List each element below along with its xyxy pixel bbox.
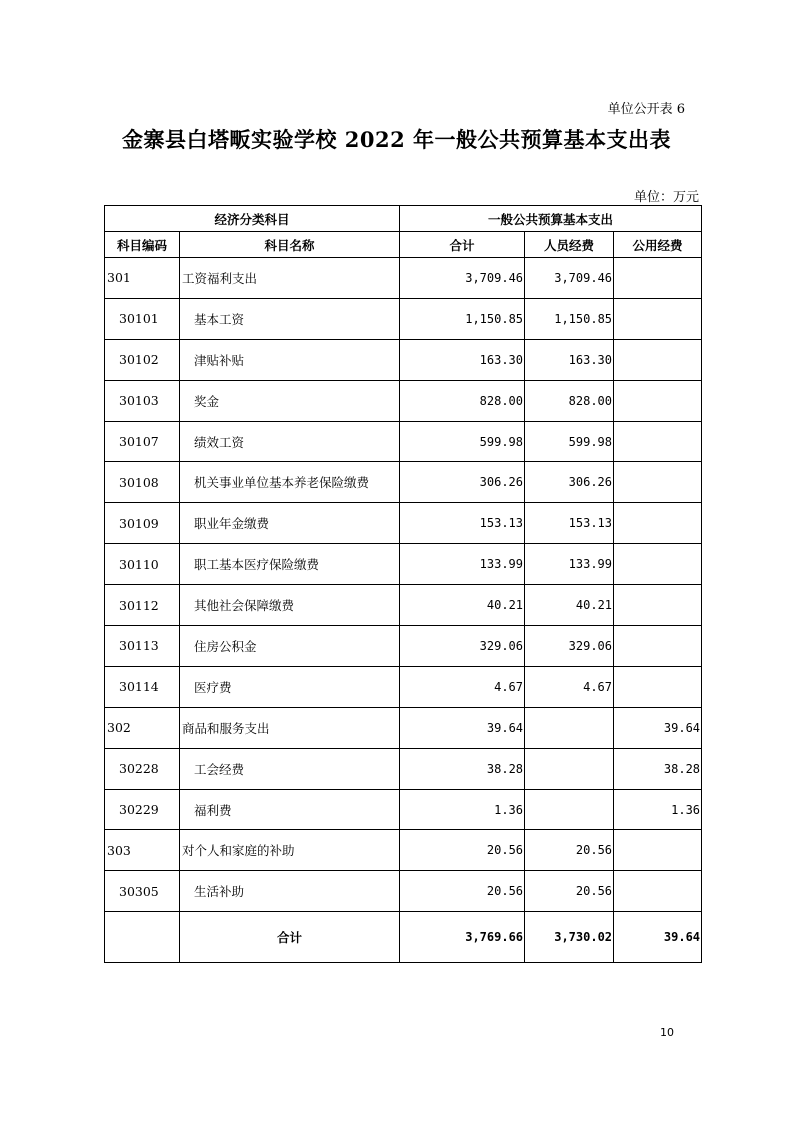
table-row <box>105 503 702 544</box>
row-code: 30107 <box>105 421 180 462</box>
row-total: 1,150.85 <box>400 298 525 339</box>
row-name: 基本工资 <box>180 298 400 339</box>
row-code: 303 <box>105 830 180 871</box>
row-total: 20.56 <box>400 830 525 871</box>
table-row <box>105 298 702 339</box>
row-code: 30229 <box>105 789 180 830</box>
total-total: 3,769.66 <box>400 912 525 963</box>
row-total: 1.36 <box>400 789 525 830</box>
row-name: 住房公积金 <box>180 626 400 667</box>
row-code: 30305 <box>105 871 180 912</box>
total-row <box>105 912 702 963</box>
row-name: 职工基本医疗保险缴费 <box>180 544 400 585</box>
row-code: 301 <box>105 258 180 299</box>
row-public <box>614 666 702 707</box>
row-code: 30114 <box>105 666 180 707</box>
table-row <box>105 830 702 871</box>
row-total: 599.98 <box>400 421 525 462</box>
row-total: 38.28 <box>400 748 525 789</box>
table-row <box>105 339 702 380</box>
row-code: 30109 <box>105 503 180 544</box>
row-name: 福利费 <box>180 789 400 830</box>
row-code: 302 <box>105 707 180 748</box>
row-personnel: 599.98 <box>525 421 614 462</box>
row-personnel: 3,709.46 <box>525 258 614 299</box>
row-personnel <box>525 789 614 830</box>
table-row <box>105 748 702 789</box>
row-code: 30110 <box>105 544 180 585</box>
total-label: 合计 <box>180 912 400 963</box>
row-public <box>614 871 702 912</box>
table-row <box>105 666 702 707</box>
row-total: 3,709.46 <box>400 258 525 299</box>
table-row <box>105 462 702 503</box>
row-total: 163.30 <box>400 339 525 380</box>
row-total: 828.00 <box>400 380 525 421</box>
row-public <box>614 626 702 667</box>
row-code: 30112 <box>105 585 180 626</box>
row-total: 133.99 <box>400 544 525 585</box>
row-personnel: 153.13 <box>525 503 614 544</box>
row-code: 30101 <box>105 298 180 339</box>
total-row-blank <box>105 912 180 963</box>
header-basic-expenditure: 一般公共预算基本支出 <box>400 206 702 232</box>
header-total: 合计 <box>400 232 525 258</box>
table-row <box>105 421 702 462</box>
row-total: 39.64 <box>400 707 525 748</box>
row-name: 职业年金缴费 <box>180 503 400 544</box>
row-personnel: 329.06 <box>525 626 614 667</box>
row-public: 1.36 <box>614 789 702 830</box>
row-name: 医疗费 <box>180 666 400 707</box>
table-row <box>105 871 702 912</box>
row-personnel: 306.26 <box>525 462 614 503</box>
total-public: 39.64 <box>614 912 702 963</box>
row-total: 306.26 <box>400 462 525 503</box>
row-public <box>614 585 702 626</box>
table-row <box>105 585 702 626</box>
row-personnel: 1,150.85 <box>525 298 614 339</box>
header-name: 科目名称 <box>180 232 400 258</box>
row-code: 30228 <box>105 748 180 789</box>
row-name: 绩效工资 <box>180 421 400 462</box>
row-public <box>614 830 702 871</box>
row-personnel: 20.56 <box>525 830 614 871</box>
row-name: 工资福利支出 <box>180 258 400 299</box>
table-row <box>105 544 702 585</box>
row-total: 153.13 <box>400 503 525 544</box>
row-code: 30103 <box>105 380 180 421</box>
row-personnel: 40.21 <box>525 585 614 626</box>
row-name: 津贴补贴 <box>180 339 400 380</box>
row-public <box>614 339 702 380</box>
table-row <box>105 707 702 748</box>
table-row <box>105 258 702 299</box>
row-name: 商品和服务支出 <box>180 707 400 748</box>
row-personnel: 163.30 <box>525 339 614 380</box>
row-public <box>614 462 702 503</box>
budget-table <box>104 205 702 963</box>
row-public: 39.64 <box>614 707 702 748</box>
row-personnel: 20.56 <box>525 871 614 912</box>
row-public <box>614 380 702 421</box>
form-number: 单位公开表 6 <box>607 102 685 117</box>
row-public <box>614 258 702 299</box>
row-name: 工会经费 <box>180 748 400 789</box>
header-economic-class: 经济分类科目 <box>105 206 400 232</box>
row-personnel <box>525 748 614 789</box>
header-public: 公用经费 <box>614 232 702 258</box>
row-public <box>614 503 702 544</box>
page-number: 10 <box>660 1026 674 1039</box>
row-name: 生活补助 <box>180 871 400 912</box>
row-public <box>614 298 702 339</box>
unit-label: 单位：万元 <box>633 190 699 205</box>
row-personnel: 828.00 <box>525 380 614 421</box>
table-row <box>105 789 702 830</box>
row-public: 38.28 <box>614 748 702 789</box>
row-name: 机关事业单位基本养老保险缴费 <box>180 462 400 503</box>
table-row <box>105 380 702 421</box>
page-title: 金寨县白塔畈实验学校 2022 年一般公共预算基本支出表 <box>121 127 672 152</box>
row-total: 40.21 <box>400 585 525 626</box>
row-code: 30108 <box>105 462 180 503</box>
row-code: 30102 <box>105 339 180 380</box>
row-personnel: 133.99 <box>525 544 614 585</box>
row-code: 30113 <box>105 626 180 667</box>
row-personnel: 4.67 <box>525 666 614 707</box>
row-public <box>614 421 702 462</box>
row-total: 329.06 <box>400 626 525 667</box>
row-name: 对个人和家庭的补助 <box>180 830 400 871</box>
row-personnel <box>525 707 614 748</box>
total-personnel: 3,730.02 <box>525 912 614 963</box>
header-code: 科目编码 <box>105 232 180 258</box>
row-name: 奖金 <box>180 380 400 421</box>
row-total: 4.67 <box>400 666 525 707</box>
row-public <box>614 544 702 585</box>
row-name: 其他社会保障缴费 <box>180 585 400 626</box>
table-row <box>105 626 702 667</box>
row-total: 20.56 <box>400 871 525 912</box>
header-personnel: 人员经费 <box>525 232 614 258</box>
